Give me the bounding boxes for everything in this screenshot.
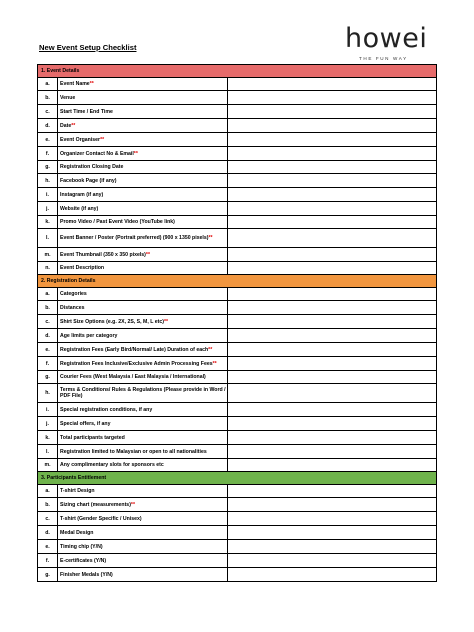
required-marker: ** — [212, 360, 217, 367]
checklist-row — [38, 91, 437, 105]
row-label: Event Name** — [58, 78, 228, 91]
row-index: c. — [38, 105, 58, 119]
required-marker: ** — [208, 235, 213, 241]
row-value-field[interactable] — [228, 174, 437, 188]
row-label: Instagram (if any) — [58, 188, 228, 202]
row-label: E-certificates (Y/N) — [58, 554, 228, 568]
row-value-field[interactable] — [228, 78, 437, 91]
checklist-row — [38, 526, 437, 540]
row-index: a. — [38, 78, 58, 91]
row-value-field[interactable] — [228, 315, 437, 329]
required-marker: ** — [71, 122, 76, 129]
logo-wordmark: howei — [345, 23, 428, 54]
checklist-row — [38, 161, 437, 174]
checklist-row — [38, 512, 437, 526]
row-label: T-shirt Design — [58, 485, 228, 498]
row-index: i. — [38, 188, 58, 202]
row-label: Timing chip (Y/N) — [58, 540, 228, 554]
row-value-field[interactable] — [228, 357, 437, 371]
row-value-field[interactable] — [228, 540, 437, 554]
checklist-table — [37, 64, 437, 582]
row-label: Event Banner / Poster (Portrait preferred) (900 x 1350 pixels)** — [58, 229, 228, 248]
document-title: New Event Setup Checklist — [39, 43, 137, 52]
row-label: Courier Fees (West Malaysia / East Malaysia / International) — [58, 371, 228, 384]
row-value-field[interactable] — [228, 384, 437, 403]
checklist-row — [38, 229, 437, 248]
row-value-field[interactable] — [228, 119, 437, 133]
row-value-field[interactable] — [228, 371, 437, 384]
row-value-field[interactable] — [228, 147, 437, 161]
row-label: Shirt Size Options (e.g. 2X, 2S, S, M, L etc)** — [58, 315, 228, 329]
checklist-row — [38, 371, 437, 384]
row-index: b. — [38, 498, 58, 512]
row-value-field[interactable] — [228, 431, 437, 445]
row-index: e. — [38, 343, 58, 357]
checklist-row — [38, 540, 437, 554]
row-label: Registration limited to Malaysian or open to all nationalities — [58, 445, 228, 459]
row-index: h. — [38, 384, 58, 403]
checklist-row — [38, 202, 437, 216]
row-index: a. — [38, 288, 58, 301]
row-value-field[interactable] — [228, 216, 437, 229]
row-index: d. — [38, 119, 58, 133]
row-index: c. — [38, 512, 58, 526]
checklist-row — [38, 498, 437, 512]
row-index: j. — [38, 417, 58, 431]
row-index: l. — [38, 229, 58, 248]
checklist-row — [38, 174, 437, 188]
row-index: d. — [38, 329, 58, 343]
row-index: e. — [38, 540, 58, 554]
row-index: g. — [38, 161, 58, 174]
row-label: Organizer Contact No & Email** — [58, 147, 228, 161]
row-label: Special registration conditions, if any — [58, 403, 228, 417]
row-label: Date** — [58, 119, 228, 133]
required-marker: ** — [145, 251, 150, 258]
required-marker: ** — [133, 150, 138, 157]
required-marker: ** — [163, 318, 169, 325]
checklist-row — [38, 133, 437, 147]
row-index: k. — [38, 216, 58, 229]
checklist-row — [38, 147, 437, 161]
checklist-row — [38, 445, 437, 459]
row-value-field[interactable] — [228, 133, 437, 147]
checklist-row — [38, 262, 437, 275]
checklist-row — [38, 188, 437, 202]
row-value-field[interactable] — [228, 417, 437, 431]
row-value-field[interactable] — [228, 568, 437, 582]
checklist-row — [38, 119, 437, 133]
row-label: Registration Closing Date — [58, 161, 228, 174]
checklist-row — [38, 105, 437, 119]
row-label: Age limits per category — [58, 329, 228, 343]
row-index: n. — [38, 262, 58, 275]
row-index: g. — [38, 568, 58, 582]
row-value-field[interactable] — [228, 485, 437, 498]
row-value-field[interactable] — [228, 512, 437, 526]
row-label: Facebook Page (if any) — [58, 174, 228, 188]
section-header — [38, 472, 437, 485]
checklist-row — [38, 78, 437, 91]
checklist-row — [38, 315, 437, 329]
row-index: l. — [38, 445, 58, 459]
row-index: i. — [38, 403, 58, 417]
row-value-field[interactable] — [228, 105, 437, 119]
row-index: j. — [38, 202, 58, 216]
row-label: Event Description — [58, 262, 228, 275]
checklist-row — [38, 459, 437, 472]
row-value-field[interactable] — [228, 262, 437, 275]
row-label: Registration Fees Inclusive/Exclusive Admin Processing Fees** — [58, 357, 228, 371]
row-label: Total participants targeted — [58, 431, 228, 445]
row-index: a. — [38, 485, 58, 498]
row-label: Promo Video / Past Event Video (YouTube link) — [58, 216, 228, 229]
row-label: Any complimentary slots for sponsors etc — [58, 459, 228, 472]
row-label: T-shirt (Gender Specific / Unisex) — [58, 512, 228, 526]
row-label: Medal Design — [58, 526, 228, 540]
row-label: Event Thumbnail (350 x 350 pixels)** — [58, 248, 228, 262]
row-value-field[interactable] — [228, 188, 437, 202]
row-index: f. — [38, 147, 58, 161]
row-index: m. — [38, 459, 58, 472]
row-index: b. — [38, 91, 58, 105]
row-index: k. — [38, 431, 58, 445]
row-index: g. — [38, 371, 58, 384]
section-title: 3. Participants Entitlement — [38, 472, 437, 485]
required-marker: ** — [100, 136, 105, 143]
row-value-field[interactable] — [228, 498, 437, 512]
required-marker: ** — [89, 81, 94, 87]
checklist-row — [38, 288, 437, 301]
row-label: Terms & Conditions/ Rules & Regulations (Please provide in Word / PDF File) — [58, 384, 228, 403]
logo-tagline: THE FUN WAY — [359, 56, 408, 61]
required-marker: ** — [208, 346, 213, 353]
row-value-field[interactable] — [228, 554, 437, 568]
checklist-row — [38, 216, 437, 229]
row-label: Sizing chart (measurements)** — [58, 498, 228, 512]
checklist-row — [38, 384, 437, 403]
row-value-field[interactable] — [228, 459, 437, 472]
checklist-row — [38, 357, 437, 371]
row-label: Distances — [58, 301, 228, 315]
required-marker: ** — [130, 501, 135, 508]
row-label: Special offers, if any — [58, 417, 228, 431]
row-label: Finisher Medals (Y/N) — [58, 568, 228, 582]
row-value-field[interactable] — [228, 301, 437, 315]
row-label: Categories — [58, 288, 228, 301]
row-index: b. — [38, 301, 58, 315]
checklist-row — [38, 248, 437, 262]
row-index: h. — [38, 174, 58, 188]
checklist-row — [38, 554, 437, 568]
section-header — [38, 65, 437, 78]
row-value-field[interactable] — [228, 91, 437, 105]
row-label: Start Time / End Time — [58, 105, 228, 119]
row-value-field[interactable] — [228, 248, 437, 262]
checklist-row — [38, 403, 437, 417]
row-label: Event Organiser** — [58, 133, 228, 147]
section-header — [38, 275, 437, 288]
row-value-field[interactable] — [228, 445, 437, 459]
row-value-field[interactable] — [228, 329, 437, 343]
row-label: Venue — [58, 91, 228, 105]
row-value-field[interactable] — [228, 403, 437, 417]
howei-logo — [345, 23, 437, 68]
row-label: Registration Fees (Early Bird/Normal/ Late) Duration of each** — [58, 343, 228, 357]
section-title: 1. Event Details — [38, 65, 437, 78]
row-index: c. — [38, 315, 58, 329]
row-index: f. — [38, 554, 58, 568]
row-value-field[interactable] — [228, 343, 437, 357]
section-title: 2. Registration Details — [38, 275, 437, 288]
checklist-row — [38, 431, 437, 445]
checklist-row — [38, 485, 437, 498]
row-value-field[interactable] — [228, 526, 437, 540]
row-index: m. — [38, 248, 58, 262]
checklist-row — [38, 343, 437, 357]
checklist-row — [38, 301, 437, 315]
checklist-row — [38, 417, 437, 431]
row-label: Website (if any) — [58, 202, 228, 216]
checklist-row — [38, 568, 437, 582]
row-value-field[interactable] — [228, 202, 437, 216]
row-index: d. — [38, 526, 58, 540]
checklist-row — [38, 329, 437, 343]
row-value-field[interactable] — [228, 288, 437, 301]
row-index: e. — [38, 133, 58, 147]
row-index: f. — [38, 357, 58, 371]
row-value-field[interactable] — [228, 229, 437, 248]
row-value-field[interactable] — [228, 161, 437, 174]
